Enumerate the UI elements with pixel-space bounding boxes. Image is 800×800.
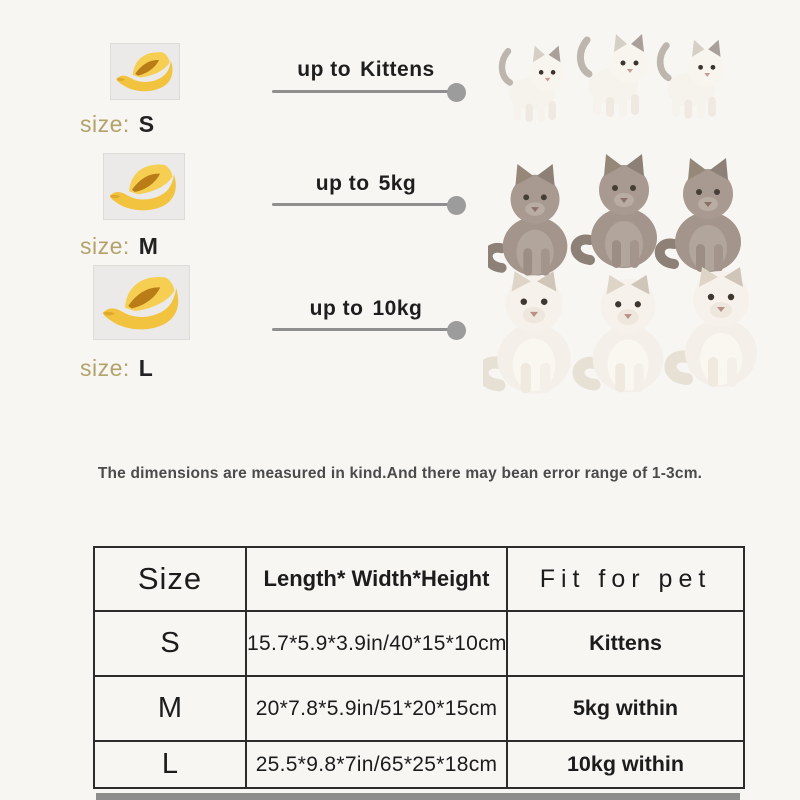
capacity-text-l xyxy=(276,297,456,321)
cell-size-s: S xyxy=(94,611,246,676)
pointer-line-m xyxy=(272,203,449,206)
bed-thumbnail-s xyxy=(110,43,180,100)
size-table xyxy=(93,546,745,789)
cell-dimensions-m: 20*7.8*5.9in/51*20*15cm xyxy=(246,676,507,741)
table-row-s xyxy=(94,611,744,676)
table-row-l xyxy=(94,741,744,788)
capacity-value: 5kg xyxy=(378,172,417,195)
pointer-dot-m xyxy=(447,196,466,215)
cropped-bottom-edge xyxy=(96,793,740,800)
size-label-prefix: size: xyxy=(80,111,130,137)
pointer-line-s xyxy=(272,90,449,93)
white-cats-photo xyxy=(483,255,761,403)
cell-dimensions-l: 25.5*9.8*7in/65*25*18cm xyxy=(246,741,507,788)
table-header-row xyxy=(94,547,744,611)
capacity-prefix: up to xyxy=(309,297,364,320)
column-header-dimensions: Length* Width*Height xyxy=(246,547,507,611)
cell-fit-l: 10kg within xyxy=(507,741,744,788)
capacity-prefix: up to xyxy=(315,172,370,195)
capacity-prefix: up to xyxy=(297,58,352,81)
capacity-value: 10kg xyxy=(372,297,423,320)
banana-bed-icon xyxy=(107,157,181,217)
column-header-fit-for-pet: Fit for pet xyxy=(507,547,744,611)
table-row-m xyxy=(94,676,744,741)
size-label-letter: S xyxy=(138,111,155,137)
cell-dimensions-s: 15.7*5.9*3.9in/40*15*10cm xyxy=(246,611,507,676)
cell-fit-m: 5kg within xyxy=(507,676,744,741)
capacity-value: Kittens xyxy=(360,58,435,81)
bed-thumbnail-m xyxy=(103,153,185,220)
size-label-prefix: size: xyxy=(80,355,130,381)
capacity-text-m xyxy=(276,172,456,196)
three-kittens-icon xyxy=(497,28,733,133)
size-label-m xyxy=(80,233,158,260)
size-label-letter: M xyxy=(138,233,159,259)
cell-fit-s: Kittens xyxy=(507,611,744,676)
size-label-s xyxy=(80,111,155,138)
size-label-prefix: size: xyxy=(80,233,130,259)
size-label-letter: L xyxy=(138,355,154,381)
dimensions-note: The dimensions are measured in kind.And there may bean error range of 1-3cm. xyxy=(97,465,703,482)
cell-size-m: M xyxy=(94,676,246,741)
pointer-dot-l xyxy=(447,321,466,340)
column-header-size: Size xyxy=(94,547,246,611)
pointer-line-l xyxy=(272,328,449,331)
three-white-cats-icon xyxy=(483,255,761,403)
banana-bed-icon xyxy=(98,269,185,336)
banana-bed-icon xyxy=(114,46,177,97)
capacity-text-s xyxy=(276,58,456,82)
bed-thumbnail-l xyxy=(93,265,190,340)
kittens-photo xyxy=(497,28,733,133)
size-label-l xyxy=(80,355,153,382)
pointer-dot-s xyxy=(447,83,466,102)
cell-size-l: L xyxy=(94,741,246,788)
